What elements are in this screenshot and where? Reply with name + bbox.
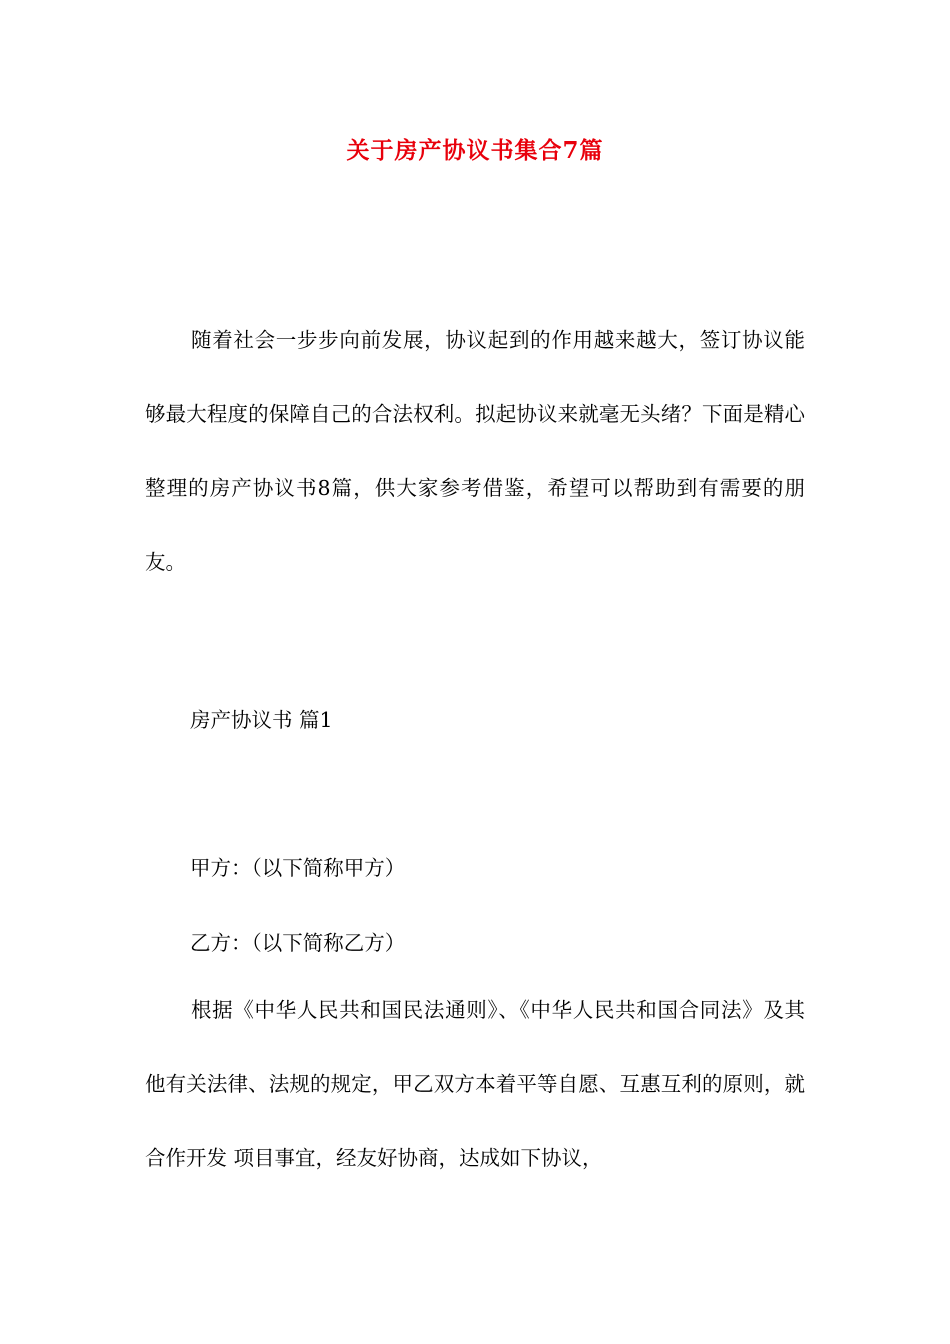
agreement-paragraph: 根据《中华人民共和国民法通则》、《中华人民共和国合同法》及其他有关法律、法规的规定，甲乙双方本着平等自愿、互惠互利的原则，就合作开发 项目事宜，经友好协商，达成如下协议， (145, 998, 805, 1170)
document-title: 关于房产协议书集合7篇 (346, 137, 604, 164)
section-heading: 房产协议书 篇1 (190, 708, 333, 732)
intro-paragraph: 随着社会一步步向前发展，协议起到的作用越来越大，签订协议能够最大程度的保障自己的合法权利。拟起协议来就毫无头绪？下面是精心整理的房产协议书8篇，供大家参考借鉴，希望可以帮助到有需要的朋友。 (145, 328, 805, 574)
party-a-line: 甲方：（以下简称甲方） (190, 856, 406, 880)
party-b-line: 乙方：（以下简称乙方） (190, 931, 406, 955)
